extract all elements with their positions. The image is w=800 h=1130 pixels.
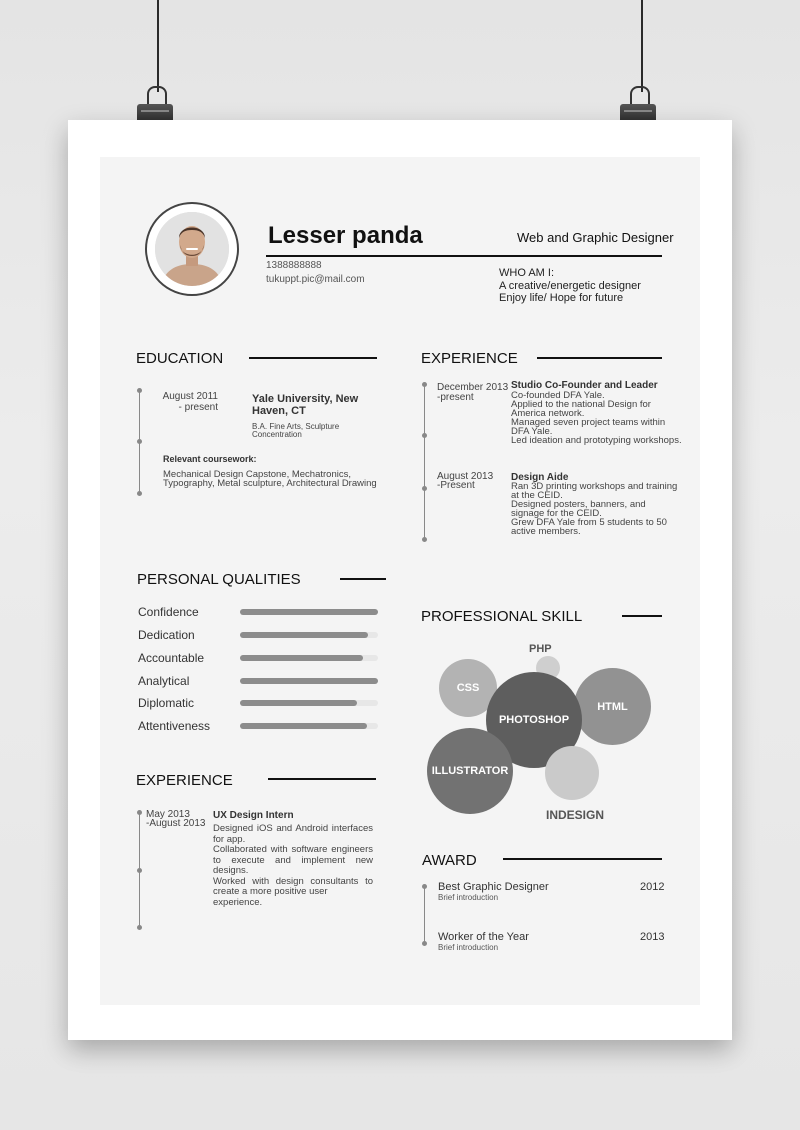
intern-line: create a more positive user experience. <box>213 886 328 908</box>
job-line: Managed seven project teams within <box>511 417 666 428</box>
phone-number: 1388888888 <box>266 260 322 271</box>
quality-label: Accountable <box>138 651 205 665</box>
timeline-dot <box>137 491 142 496</box>
job-line: Led ideation and prototyping workshops. <box>511 435 682 446</box>
quality-bar-track <box>240 700 378 706</box>
skill-label-indesign: INDESIGN <box>546 808 605 822</box>
quality-label: Attentiveness <box>138 719 211 733</box>
timeline-dot <box>422 941 427 946</box>
timeline-dot <box>137 810 142 815</box>
skills-rule <box>622 615 662 617</box>
timeline-dot <box>422 884 427 889</box>
experience-left-title: EXPERIENCE <box>136 772 233 789</box>
job-description <box>511 391 682 445</box>
quality-label: Analytical <box>138 674 190 688</box>
intern-line: to execute and implement new <box>213 854 373 866</box>
timeline-dot <box>422 537 427 542</box>
skill-label-photoshop: PHOTOSHOP <box>498 714 570 726</box>
school-name: Yale University, New <box>252 393 359 405</box>
job-date: December 2013 <box>437 382 509 393</box>
hanging-wire-right <box>641 0 643 92</box>
school-name: Haven, CT <box>252 405 306 417</box>
quality-bar-fill <box>240 678 378 684</box>
skill-label-php: PHP <box>529 643 552 655</box>
intern-line: Collaborated with software engineers <box>213 844 373 855</box>
coursework-title: Relevant coursework: <box>163 454 257 464</box>
award-subtitle: Brief introduction <box>438 943 499 952</box>
job-title: Studio Co-Founder and Leader <box>511 380 658 391</box>
quality-bar-track <box>240 723 378 729</box>
skill-label-css: CSS <box>456 682 480 694</box>
job-line: Designed posters, banners, and <box>511 499 646 510</box>
award-rule <box>503 858 662 860</box>
coursework-line: Mechanical Design Capstone, Mechatronics, <box>163 469 351 480</box>
quality-label: Dedication <box>138 628 195 642</box>
avatar <box>155 212 229 286</box>
quality-label: Diplomatic <box>138 696 195 710</box>
who-am-i-line: A creative/energetic designer <box>499 280 641 292</box>
quality-bar-track <box>240 632 378 638</box>
award-timeline <box>424 886 425 944</box>
award-subtitle: Brief introduction <box>438 893 499 902</box>
quality-bar-fill <box>240 723 367 729</box>
skill-bubble-html <box>574 668 651 745</box>
education-title: EDUCATION <box>136 350 224 367</box>
job-description <box>511 482 677 536</box>
award-name: Best Graphic Designer <box>438 881 549 893</box>
award-year: 2012 <box>640 881 665 893</box>
award-name: Worker of the Year <box>438 931 529 943</box>
avatar-portrait <box>155 212 229 286</box>
who-am-i-title: WHO AM I: <box>499 267 554 279</box>
intern-line: Designed iOS and Android interfaces <box>213 823 373 834</box>
job-title: Design Aide <box>511 472 569 483</box>
education-rule <box>249 357 377 359</box>
award-year: 2013 <box>640 931 665 943</box>
job-role: Web and Graphic Designer <box>517 230 674 245</box>
education-date: - present <box>178 402 218 413</box>
job-line: Ran 3D printing workshops and training <box>511 481 678 492</box>
experience-left-rule <box>268 778 376 780</box>
quality-bar-fill <box>240 655 363 661</box>
who-am-i-line: Enjoy life/ Hope for future <box>499 292 624 304</box>
intern-line: Worked with design consultants to <box>213 875 373 887</box>
hanging-wire-left <box>157 0 159 92</box>
job-line: Co-founded DFA Yale. <box>511 390 605 401</box>
quality-bar-track <box>240 655 378 661</box>
timeline-dot <box>137 388 142 393</box>
email-address: tukuppt.pic@mail.com <box>266 274 365 285</box>
coursework-line: Typography, Metal sculpture, Architectural Drawing <box>163 478 377 489</box>
quality-bar-fill <box>240 609 378 615</box>
intern-line: for app. <box>213 833 246 845</box>
job-date: -present <box>437 392 474 403</box>
timeline-dot <box>137 868 142 873</box>
degree: Concentration <box>252 430 302 439</box>
qualities-title: PERSONAL QUALITIES <box>137 571 301 588</box>
experience-right-timeline <box>424 384 425 540</box>
experience-right-title: EXPERIENCE <box>421 350 518 367</box>
skill-label-illustrator: ILLUSTRATOR <box>431 765 509 777</box>
job-date: August 2013 <box>437 471 494 482</box>
quality-label: Confidence <box>138 605 199 619</box>
skills-title: PROFESSIONAL SKILL <box>421 608 583 625</box>
person-name: Lesser panda <box>268 222 423 249</box>
quality-bar-track <box>240 678 378 684</box>
degree: B.A. Fine Arts, Sculpture <box>252 422 340 431</box>
education-date: August 2011 <box>162 391 218 402</box>
skill-label-html: HTML <box>597 700 628 713</box>
job-line: at the CEID. <box>511 490 563 501</box>
qualities-rule <box>340 578 386 580</box>
intern-line: designs. <box>213 865 249 876</box>
timeline-dot <box>422 382 427 387</box>
header-divider <box>266 255 662 257</box>
job-line: Grew DFA Yale from 5 students to 50 <box>511 517 667 528</box>
job-line: DFA Yale. <box>511 426 553 437</box>
skill-bubble-indesign <box>545 746 599 800</box>
timeline-dot <box>137 439 142 444</box>
job-line: signage for the CEID. <box>511 508 602 519</box>
intern-date: -August 2013 <box>146 818 206 829</box>
timeline-dot <box>137 925 142 930</box>
intern-title: UX Design Intern <box>213 810 294 821</box>
job-line: Applied to the national Design for <box>511 399 651 410</box>
quality-bar-track <box>240 609 378 615</box>
quality-bar-fill <box>240 632 368 638</box>
award-title: AWARD <box>422 852 477 869</box>
intern-date: May 2013 <box>146 809 190 820</box>
experience-right-rule <box>537 357 662 359</box>
job-line: active members. <box>511 526 581 537</box>
quality-bar-fill <box>240 700 357 706</box>
job-date: -Present <box>437 480 475 491</box>
timeline-dot <box>422 486 427 491</box>
intern-description <box>213 824 373 908</box>
job-line: America network. <box>511 408 585 419</box>
skill-bubble-illustrator <box>427 728 513 814</box>
timeline-dot <box>422 433 427 438</box>
